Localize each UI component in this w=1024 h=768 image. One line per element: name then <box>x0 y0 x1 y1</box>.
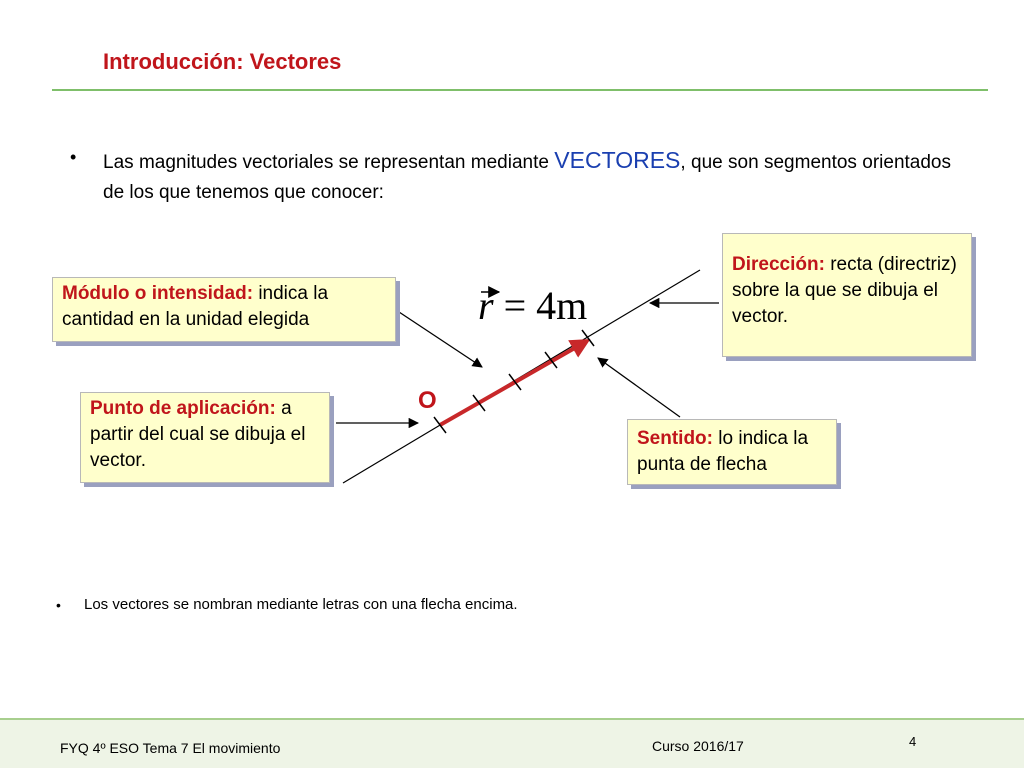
bullet-dot: • <box>56 597 61 613</box>
vector-formula <box>478 282 587 329</box>
direccion-text: recta (directriz) sobre la que se dibuja el vector. <box>732 254 957 327</box>
footer-course: FYQ 4º ESO Tema 7 El movimiento <box>60 740 281 756</box>
bullet-text-before: Las magnitudes vectoriales se representan mediante <box>103 152 555 173</box>
formula-variable: r <box>478 283 494 328</box>
modulo-label: Módulo o intensidad: <box>62 283 254 304</box>
formula-value: = 4m <box>493 283 588 328</box>
punto-text: a partir del cual se dibuja el vector. <box>90 398 306 471</box>
pointer-arrow-sentido <box>598 358 680 417</box>
punto-label: Punto de aplicación: <box>90 398 276 419</box>
sentido-callout <box>627 419 837 485</box>
slide-title: Introducción: Vectores <box>103 49 342 74</box>
direccion-label: Dirección: <box>732 254 825 275</box>
modulo-text: indica la cantidad en la unidad elegida <box>62 283 329 330</box>
pointer-arrow-modulo <box>396 310 482 367</box>
bullet-text-after: , que son segmentos orientados de los que tenemos que conocer: <box>103 152 951 203</box>
direccion-callout <box>722 233 972 357</box>
unit-ticks <box>434 330 594 433</box>
page-number: 4 <box>909 734 917 749</box>
modulo-callout <box>52 277 396 342</box>
keyword-vectores: VECTORES <box>554 147 681 173</box>
footer-year: Curso 2016/17 <box>652 738 744 754</box>
bullet-dot: • <box>70 147 77 167</box>
punto-aplicacion-callout <box>80 392 330 483</box>
tick-mark <box>434 417 446 433</box>
second-bullet-text: Los vectores se nombran mediante letras con una flecha encima. <box>84 596 518 613</box>
origin-label: O <box>418 387 437 414</box>
footer-divider <box>0 718 1024 720</box>
sentido-text: lo indica la punta de flecha <box>637 428 809 475</box>
sentido-label: Sentido: <box>637 428 713 449</box>
